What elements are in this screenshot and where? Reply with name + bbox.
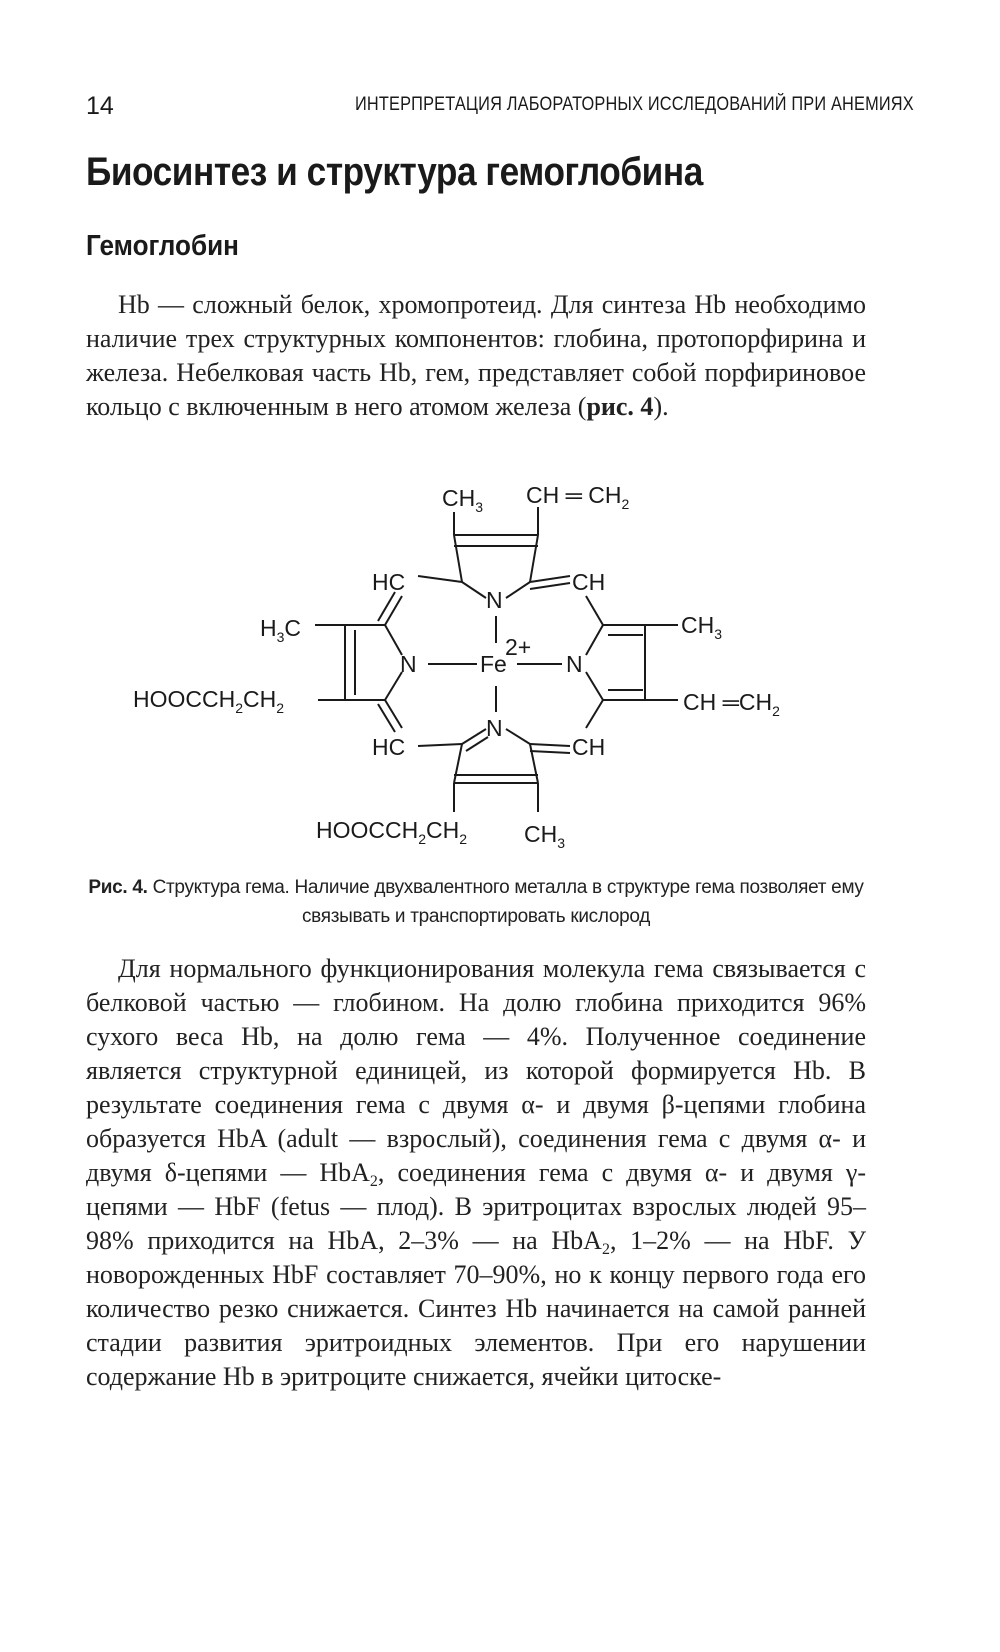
n-left-label: N: [400, 651, 417, 677]
fe-charge-label: 2+: [505, 634, 532, 660]
bond: [530, 744, 570, 746]
intro-paragraph-text: Hb — сложный белок, хромопротеид. Для синтеза Hb необходимо наличие трех структурных компонентов: глобина, протопорфирина и железа. Небелковая часть Hb, гем, представляет собой порфириновое кольцо с включенным в него атомом железа (: [86, 290, 866, 421]
bond: [530, 535, 538, 582]
section-title: Биосинтез и структура гемоглобина: [86, 150, 703, 194]
bond: [385, 700, 402, 728]
heme-structure-diagram: [0, 470, 1000, 860]
top-methyl-label: $CH_3$: [442, 485, 484, 515]
body-text-part3: , 1–2% — на HbF. У новорожденных HbF составляет 70–90%, но к концу первого года его количество резко снижается. Синтез Hb начинается на самой ранней стадии развития эритроидных элементов. При его нарушении содержание Hb в эритроците снижается, ячейки цитоске-: [86, 1226, 866, 1391]
subscript: 2: [601, 1241, 610, 1258]
bond: [530, 744, 538, 783]
h3c-label: $H_3C$: [260, 615, 302, 645]
n-bottom-label: N: [486, 715, 503, 741]
atom-labels: [133, 482, 780, 851]
bond: [586, 672, 603, 700]
page-number: 14: [86, 92, 114, 120]
bond: [530, 583, 570, 589]
figure-caption: [86, 873, 866, 931]
subsection-title: Гемоглобин: [86, 230, 239, 262]
bond: [454, 535, 462, 582]
bond: [462, 582, 486, 598]
hooc-left-label: $HOOCCH_2CH_2$: [133, 686, 285, 716]
bond: [378, 592, 395, 621]
body-paragraph: [86, 952, 866, 1394]
bond: [462, 729, 486, 744]
ch-bottom-label: CH: [572, 734, 606, 760]
intro-paragraph: [86, 288, 866, 424]
heme-structure-figure: [0, 470, 1000, 860]
bond: [586, 625, 603, 655]
caption-label: Рис. 4.: [88, 877, 148, 898]
bottom-methyl-label: $CH_3$: [524, 821, 566, 851]
bond: [586, 596, 603, 625]
hc-top-label: HC: [372, 569, 406, 595]
body-text-part1: Для нормального функционирования молекула гема связывается с белковой частью — глобином. На долю глобина приходится 96% сухого веса Hb, на долю гема — 4%. Полученное соединение является структурной единицей, из которой формируется Hb. В результате соединения гема с двумя α- и двумя β-цепями глобина образуется HbA (adult — взрослый), соединения гема с двумя α- и двумя δ-цепями — HbA: [86, 954, 866, 1187]
bond: [586, 700, 603, 728]
bond: [530, 751, 570, 753]
n-right-label: N: [566, 651, 583, 677]
hooc-bottom-label: $HOOCCH_2CH_2$: [316, 817, 468, 847]
bond: [385, 596, 402, 625]
right-vinyl-label: CH $═CH_2$: [683, 689, 780, 719]
bond: [506, 582, 530, 598]
bond: [530, 576, 570, 582]
bond: [378, 704, 395, 732]
bond: [418, 744, 462, 746]
caption-text: Структура гема. Наличие двухвалентного металла в структуре гема позволяет ему связывать и транспортировать кислород: [147, 877, 864, 927]
figure-reference: рис. 4: [586, 392, 654, 421]
n-top-label: N: [486, 587, 503, 613]
running-head: [86, 92, 914, 122]
fe-label: Fe: [480, 651, 507, 677]
body-text-part2: , соединения гема с двумя α- и двумя γ-цепями — HbF (fetus — плод). В эритроцитах взрослых людей 95–98% приходится на HbA, 2–3% — на HbA: [86, 1158, 866, 1255]
ch-top-label: CH: [572, 569, 606, 595]
top-vinyl-label: CH ═ $CH_2$: [526, 482, 630, 512]
right-methyl-label: $CH_3$: [681, 612, 723, 642]
bond: [418, 576, 462, 582]
intro-paragraph-end: ).: [653, 392, 669, 421]
bond: [506, 729, 530, 744]
subscript: 2: [369, 1173, 378, 1190]
running-head-title: ИНТЕРПРЕТАЦИЯ ЛАБОРАТОРНЫХ ИССЛЕДОВАНИЙ ПРИ АНЕМИЯХ: [355, 94, 914, 115]
bond: [454, 744, 462, 783]
hc-bottom-label: HC: [372, 734, 406, 760]
